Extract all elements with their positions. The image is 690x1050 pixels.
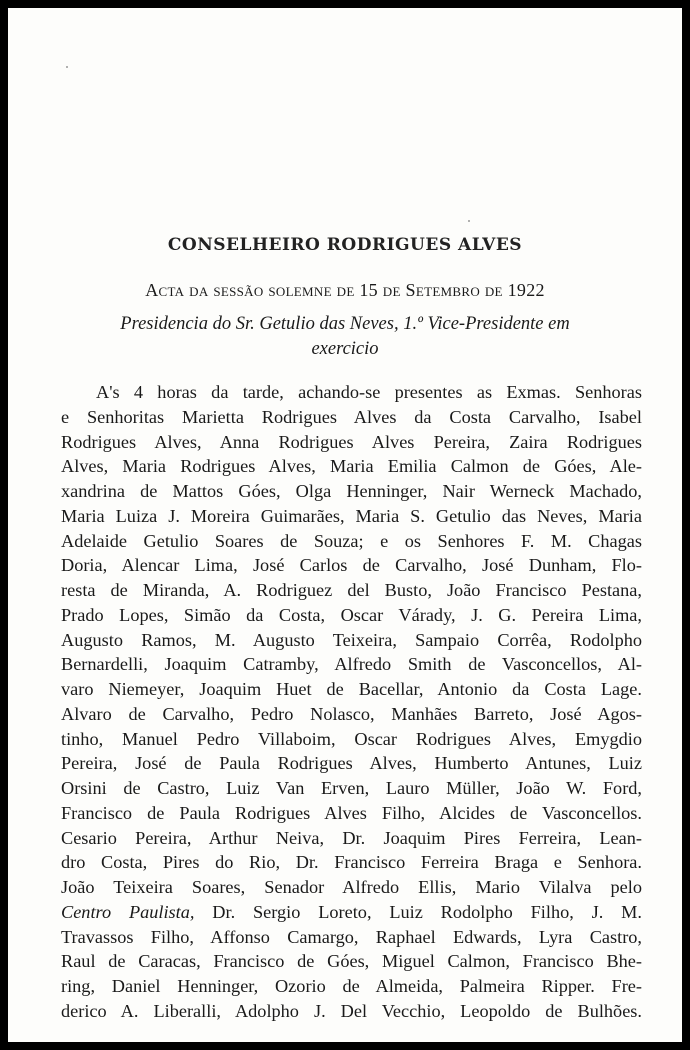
italic-fragment: Centro Paulista,: [61, 901, 195, 922]
presidency-line-2: exercicio: [311, 339, 379, 359]
subtitle-mid: de Setembro de: [382, 280, 503, 300]
text-line: dro Costa, Pires do Rio, Dr. Francisco Ferreira Braga e Senhora.: [61, 852, 642, 873]
text-line: Adelaide Getulio Soares de Souza; e os Senhores F. M. Chagas: [61, 530, 642, 551]
text-line: Rodrigues Alves, Anna Rodrigues Alves Pereira, Zaira Rodrigues: [61, 431, 642, 452]
text-line: Pereira, José de Paula Rodrigues Alves, Humberto Antunes, Luiz: [61, 753, 642, 774]
text-line: Orsini de Castro, Luiz Van Erven, Lauro Müller, João W. Ford,: [61, 778, 642, 798]
speck-mark: [66, 66, 68, 68]
text-line-rest: Dr. Sergio Loreto, Luiz Rodolpho Filho, J. M.: [212, 901, 642, 922]
text-line: Raul de Caracas, Francisco de Góes, Miguel Calmon, Francisco Bhe-: [61, 951, 642, 972]
document-page: [8, 8, 682, 1042]
text-line: ring, Daniel Henninger, Ozorio de Almeida, Palmeira Ripper. Fre-: [61, 976, 642, 996]
text-line: Bernardelli, Joaquim Catramby, Alfredo Smith de Vasconcellos, Al-: [61, 654, 642, 675]
text-line: Doria, Alencar Lima, José Carlos de Carvalho, José Dunham, Flo-: [61, 555, 642, 576]
presidency-note: [48, 312, 642, 362]
presidency-line-1: Presidencia do Sr. Getulio das Neves, 1.º Vice-Presidente em: [120, 314, 570, 334]
text-line: resta de Miranda, A. Rodriguez del Busto, João Francisco Pestana,: [61, 580, 642, 600]
text-line: Prado Lopes, Simão da Costa, Oscar Várady, J. G. Pereira Lima,: [61, 604, 642, 625]
text-line: xandrina de Mattos Góes, Olga Henninger, Nair Werneck Machado,: [61, 481, 642, 501]
subtitle-year: 1922: [507, 280, 545, 300]
document-title: CONSELHEIRO RODRIGUES ALVES: [167, 235, 523, 255]
body-paragraph: [61, 380, 642, 1024]
text-line: e Senhoritas Marietta Rodrigues Alves da Costa Carvalho, Isabel: [61, 406, 642, 427]
text-line: varo Niemeyer, Joaquim Huet de Bacellar, Antonio da Costa Lage.: [61, 679, 642, 699]
text-line: A's 4 horas da tarde, achando-se presentes as Exmas. Senhoras: [96, 382, 642, 402]
subtitle-words: Acta da sessão solemne de: [145, 280, 355, 300]
speck-mark: [468, 220, 470, 222]
text-line: Cesario Pereira, Arthur Neiva, Dr. Joaquim Pires Ferreira, Lean-: [61, 827, 642, 848]
text-line-with-italic: [61, 900, 642, 925]
subtitle-day: 15: [359, 280, 378, 300]
text-line: Maria Luiza J. Moreira Guimarães, Maria S. Getulio das Neves, Maria: [61, 505, 642, 526]
text-line: Alves, Maria Rodrigues Alves, Maria Emilia Calmon de Góes, Ale-: [61, 456, 642, 477]
text-line: Travassos Filho, Affonso Camargo, Raphael Edwards, Lyra Castro,: [61, 926, 642, 947]
text-line: derico A. Liberalli, Adolpho J. Del Vecchio, Leopoldo de Bulhões.: [61, 1000, 642, 1021]
document-subtitle: [8, 280, 682, 301]
text-line: tinho, Manuel Pedro Villaboim, Oscar Rodrigues Alves, Emygdio: [61, 728, 642, 749]
text-line: Francisco de Paula Rodrigues Alves Filho, Alcides de Vasconcellos.: [61, 802, 642, 823]
text-line: Alvaro de Carvalho, Pedro Nolasco, Manhães Barreto, José Agos-: [61, 703, 642, 724]
text-line: Augusto Ramos, M. Augusto Teixeira, Sampaio Corrêa, Rodolpho: [61, 629, 642, 650]
text-line: João Teixeira Soares, Senador Alfredo Ellis, Mario Vilalva pelo: [61, 877, 642, 897]
